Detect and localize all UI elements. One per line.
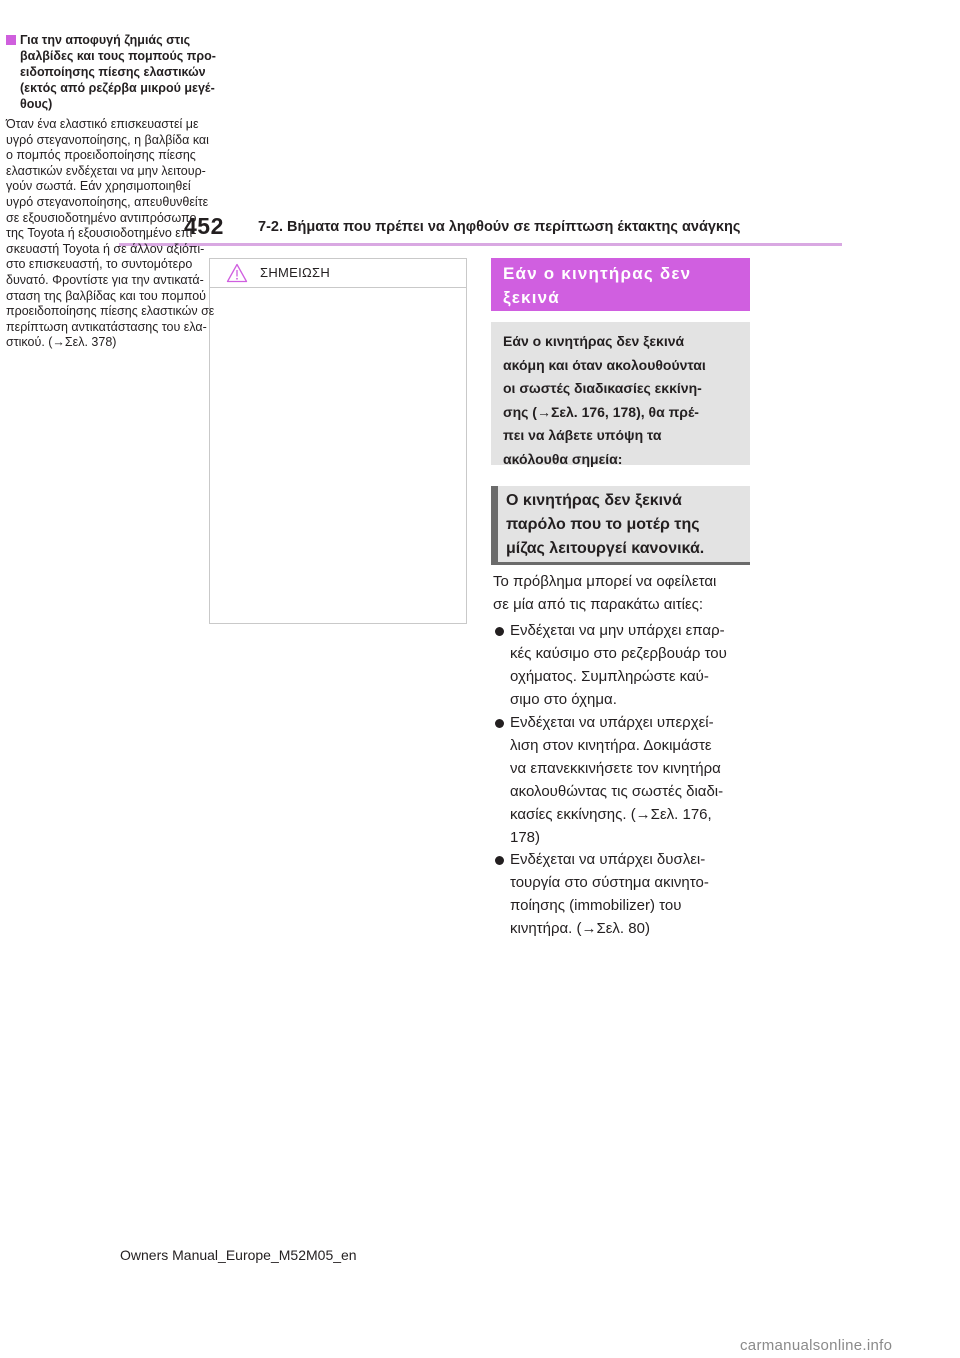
subsection-heading-underline — [491, 562, 750, 565]
square-bullet-icon — [6, 35, 16, 45]
bullet-line: Ενδέχεται να υπάρχει δυσλει- — [510, 851, 706, 868]
bullet-dot-icon — [495, 719, 504, 728]
note-body-line: υγρό στεγανοποίησης, απευθυνθείτε — [6, 194, 209, 209]
intro-box — [491, 322, 750, 465]
bullet-dot-icon — [495, 856, 504, 865]
note-body-line: σταση της βαλβίδας και του πομπού — [6, 288, 206, 303]
bullet-item — [493, 848, 753, 940]
causes-intro — [493, 570, 753, 616]
topic-title — [491, 258, 750, 311]
footer-manual-name: Owners Manual_Europe_M52M05_en — [120, 1247, 357, 1263]
bullet-line: να επανεκκινήσετε τον κινητήρα — [510, 760, 721, 777]
intro-line: οι σωστές διαδικασίες εκκίνη- — [503, 380, 702, 396]
bullet-line: τουργία στο σύστημα ακινητο- — [510, 874, 709, 891]
note-subheading-line: θους) — [20, 97, 53, 111]
bullet-line: λιση στον κινητήρα. Δοκιμάστε — [510, 737, 712, 754]
note-label: ΣΗΜΕΙΩΣΗ — [260, 265, 331, 280]
bullet-line: ακολουθώντας τις σωστές διαδι- — [510, 783, 724, 800]
bullet-line: σιμο στο όχημα. — [510, 691, 617, 708]
causes-intro-line: Το πρόβλημα μπορεί να οφείλεται — [493, 573, 717, 590]
bullet-line: κασίες εκκίνησης. (→Σελ. 176, — [510, 806, 712, 823]
note-body — [6, 117, 252, 351]
bullet-line: 178) — [510, 829, 541, 846]
note-body-line: της Toyota ή εξουσιοδοτημένο επι- — [6, 226, 197, 241]
bullet-item — [493, 619, 753, 711]
bullet-dot-icon — [495, 627, 504, 636]
note-body-line: σε εξουσιοδοτημένο αντιπρόσωπο — [6, 210, 197, 225]
note-body-line: Όταν ένα ελαστικό επισκευαστεί με — [6, 117, 199, 131]
note-body-line: ελαστικών ενδέχεται να μην λειτουρ- — [6, 163, 206, 178]
intro-line: ακόμη και όταν ακολουθούνται — [503, 356, 706, 373]
note-body-line: ο πομπός προειδοποίησης πίεσης — [6, 148, 196, 163]
bullet-item — [493, 711, 753, 849]
note-body-line: γούν σωστά. Εάν χρησιμοποιηθεί — [6, 179, 191, 194]
note-subheading-line: (εκτός από ρεζέρβα μικρού μεγέ- — [20, 81, 215, 95]
bullet-line: κές καύσιμο στο ρεζερβουάρ του — [510, 645, 727, 662]
intro-line: πει να λάβετε υπόψη τα — [503, 427, 662, 443]
subsection-heading — [491, 486, 750, 564]
note-body-line: δυνατό. Φροντίστε για την αντικατά- — [6, 272, 204, 287]
note-subheading-line: ειδοποίησης πίεσης ελαστικών — [20, 65, 206, 79]
bullet-line: οχήματος. Συμπληρώστε καύ- — [510, 668, 709, 685]
note-body-line: στικού. (→Σελ. 378) — [6, 335, 117, 350]
note-subheading — [6, 32, 250, 112]
bullet-line: Ενδέχεται να υπάρχει υπερχεί- — [510, 714, 714, 731]
subsection-heading-line: Ο κινητήρας δεν ξεκινά — [506, 492, 682, 509]
note-body-line: σκευαστή Toyota ή σε άλλον αξιόπι- — [6, 241, 205, 256]
topic-title-line: ξεκινά — [503, 288, 560, 307]
subsection-heading-line: μίζας λειτουργεί κανονικά. — [506, 540, 705, 557]
subsection-heading-line: παρόλο που το μοτέρ της — [506, 516, 700, 533]
causes-intro-line: σε μία από τις παρακάτω αιτίες: — [493, 596, 704, 613]
note-subheading-line: βαλβίδες και τους πομπούς προ- — [20, 49, 216, 63]
topic-title-line: Εάν ο κινητήρας δεν — [503, 264, 692, 283]
note-body-line: περίπτωση αντικατάστασης του ελα- — [6, 319, 207, 334]
page-number: 452 — [184, 213, 224, 239]
note-subheading-line: Για την αποφυγή ζημιάς στις — [20, 33, 191, 47]
note-body-line: προειδοποίησης πίεσης ελαστικών σε — [6, 304, 215, 319]
intro-line: Εάν ο κινητήρας δεν ξεκινά — [503, 333, 685, 349]
note-body-line: στο επισκευαστή, το συντομότερο — [6, 257, 193, 272]
bullet-line: Ενδέχεται να μην υπάρχει επαρ- — [510, 622, 725, 639]
intro-line: ακόλουθα σημεία: — [503, 450, 623, 467]
intro-line: σης (→Σελ. 176, 178), θα πρέ- — [503, 403, 699, 420]
bullet-line: ποίησης (immobilizer) του — [510, 897, 682, 914]
note-body-line: υγρό στεγανοποίησης, η βαλβίδα και — [6, 132, 209, 147]
bullet-line: κινητήρα. (→Σελ. 80) — [510, 920, 650, 937]
watermark: carmanualsonline.info — [740, 1337, 893, 1354]
section-title: 7-2. Βήματα που πρέπει να ληφθούν σε περίπτωση έκτακτης ανάγκης — [258, 219, 741, 235]
